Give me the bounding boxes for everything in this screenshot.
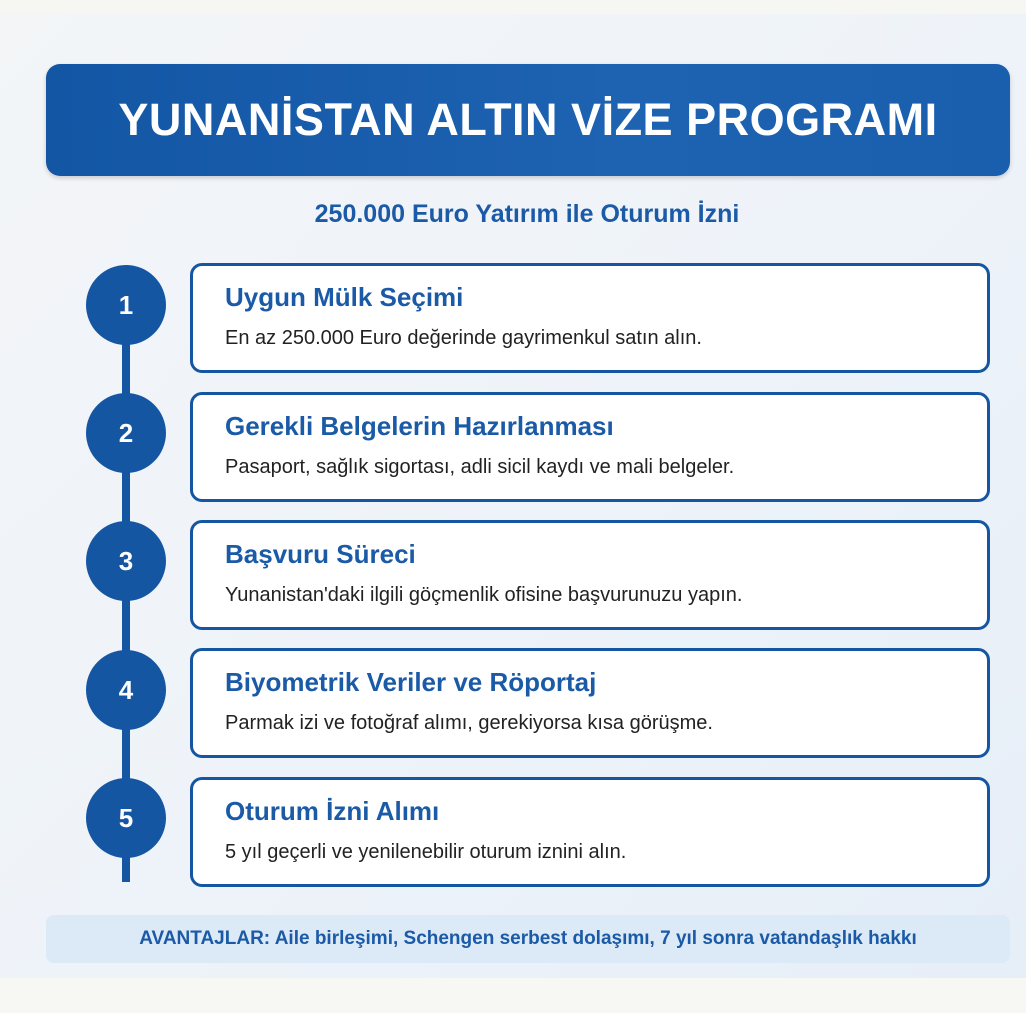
page-subtitle: 250.000 Euro Yatırım ile Oturum İzni: [314, 200, 740, 228]
step-description: 5 yıl geçerli ve yenilenebilir oturum iznini alın.: [225, 841, 627, 863]
step-title: Oturum İzni Alımı: [225, 796, 440, 826]
step-number-badge: 1: [86, 265, 166, 345]
title-banner: [46, 64, 1010, 176]
step-description: En az 250.000 Euro değerinde gayrimenkul satın alın.: [225, 327, 702, 349]
step-title: Uygun Mülk Seçimi: [225, 282, 464, 312]
step-title: Gerekli Belgelerin Hazırlanması: [225, 411, 614, 441]
bottom-strip: [0, 978, 1026, 1013]
step-card: [190, 648, 990, 758]
step-card: [190, 263, 990, 373]
step-card: [190, 777, 990, 887]
step-description: Yunanistan'daki ilgili göçmenlik ofisine başvurunuzu yapın.: [225, 584, 743, 606]
step-number-badge: 3: [86, 521, 166, 601]
step-description: Pasaport, sağlık sigortası, adli sicil kaydı ve mali belgeler.: [225, 456, 735, 478]
step-description: Parmak izi ve fotoğraf alımı, gerekiyorsa kısa görüşme.: [225, 712, 713, 734]
step-title: Biyometrik Veriler ve Röportaj: [225, 667, 597, 697]
page-title: YUNANİSTAN ALTIN VİZE PROGRAMI: [118, 94, 938, 145]
step-number-badge: 2: [86, 393, 166, 473]
advantages-banner: [46, 915, 1010, 963]
advantages-text: AVANTAJLAR: Aile birleşimi, Schengen serbest dolaşımı, 7 yıl sonra vatandaşlık hakkı: [139, 928, 917, 949]
step-card: [190, 392, 990, 502]
step-number-badge: 4: [86, 650, 166, 730]
step-title: Başvuru Süreci: [225, 539, 416, 569]
step-number-badge: 5: [86, 778, 166, 858]
step-card: [190, 520, 990, 630]
